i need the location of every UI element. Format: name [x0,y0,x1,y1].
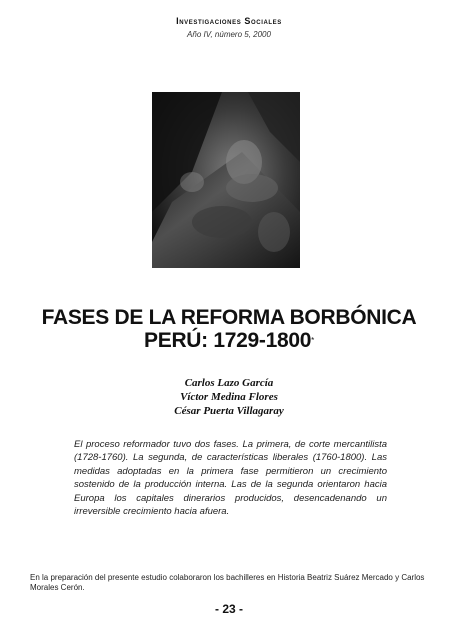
author: César Puerta Villagaray [174,405,284,417]
article-title-line-2-text: PERÚ: 1729-1800 [144,329,312,352]
author: Víctor Medina Flores [180,391,278,403]
article-title-line-1: FASES DE LA REFORMA BORBÓNICA [41,306,417,329]
page-number: - 23 - [214,602,243,616]
article-photo [152,92,300,268]
article-title-line-2 [0,329,458,352]
journal-name: Investigaciones Sociales [176,16,282,26]
article-photo-image [152,92,300,268]
abstract: El proceso reformador tuvo dos fases. La primera, de corte mercantilista (1728-1760). La segunda, de características liberales (1760-1800). Las medidas adoptadas en la primera fase permitieron un crecimiento sostenido de la producción interna. Las de la segunda orientaron hacia Europa los capitales dinerarios producidos, desencadenando un irreversible crecimiento hacia afuera. [74,439,387,518]
footnote: En la preparación del presente estudio colaboraron los bachilleres en Historia Beatriz Suárez Mercado y Carlos Morales Cerón. [30,573,425,592]
issue-info: Año IV, número 5, 2000 [187,30,271,39]
author: Carlos Lazo García [184,377,274,389]
author-list [0,376,458,418]
title-footnote-marker: * [311,336,314,345]
article-title [0,306,458,352]
